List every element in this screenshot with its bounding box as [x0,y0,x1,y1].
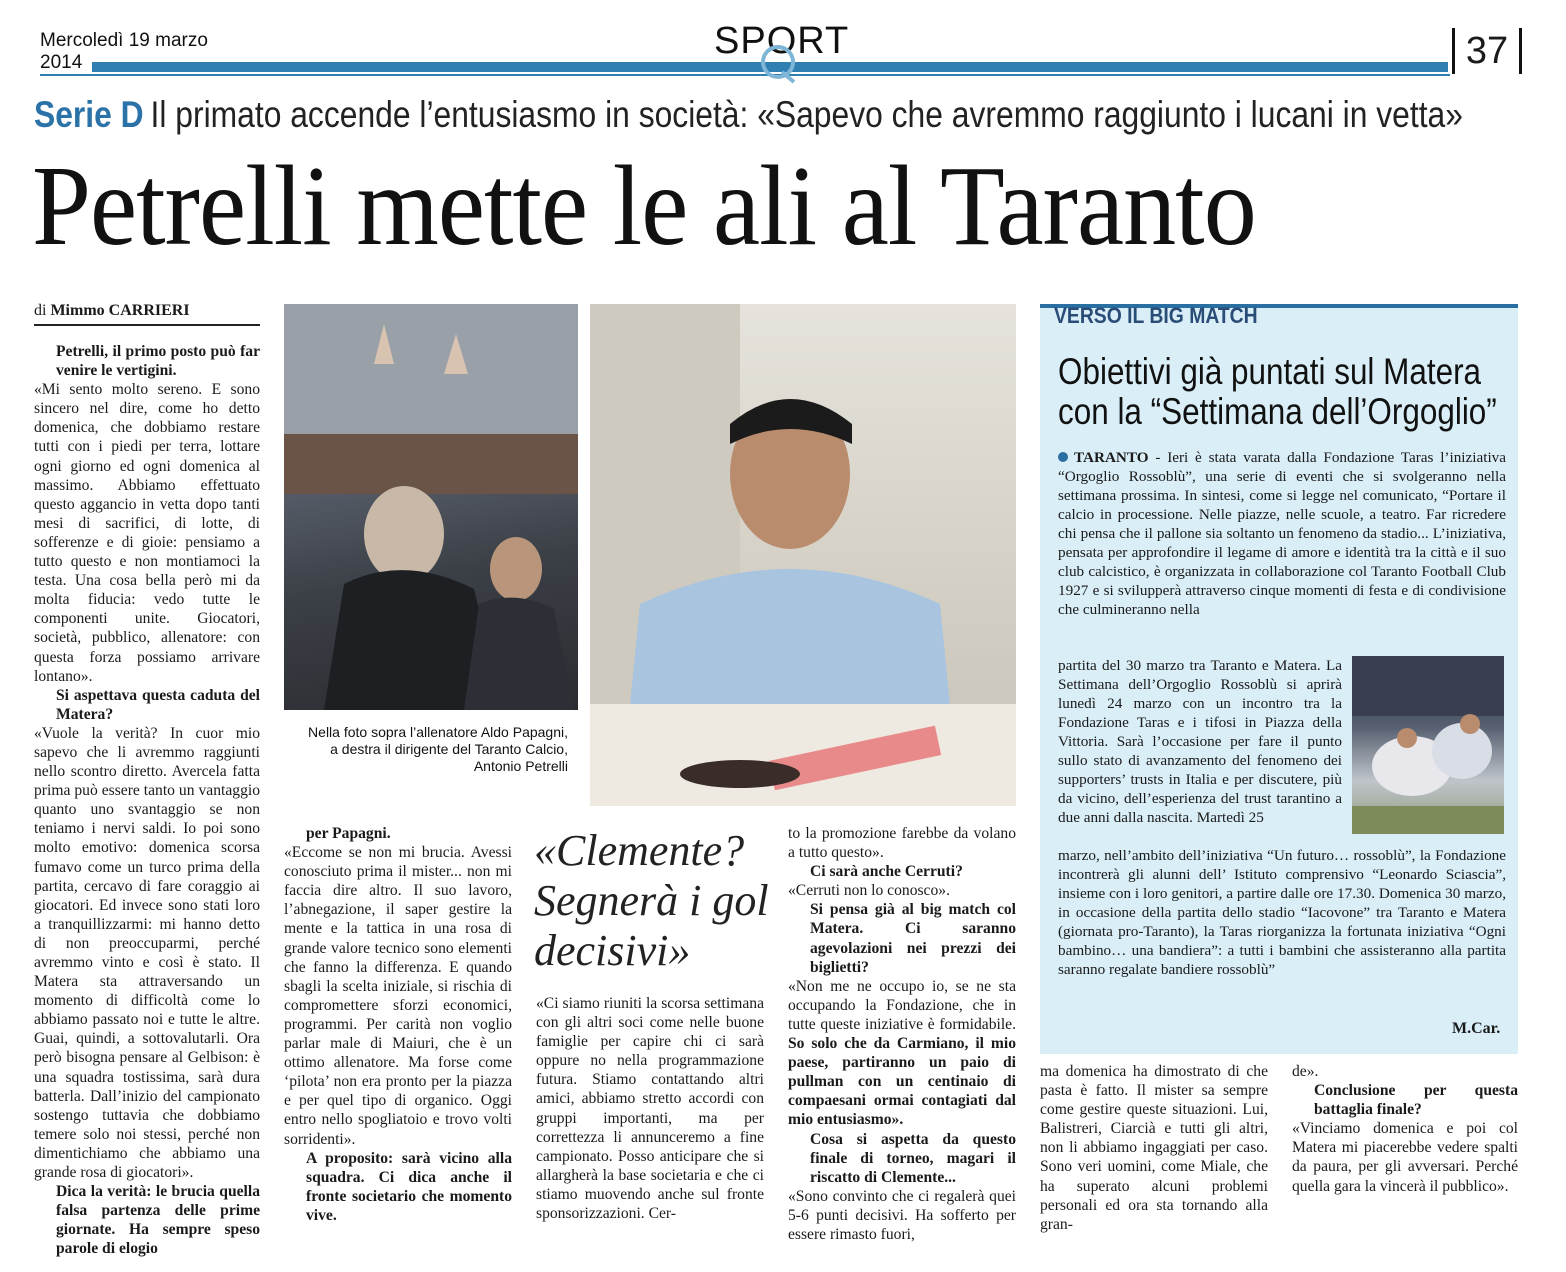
col4-paragraph-4: «Sono convinto che ci regalerà quei 5-6 punti decisivi. Ha sofferto per essere rimasto fuori, [788,1187,1016,1243]
byline-prefix: di [34,302,47,319]
byline-author: Mimmo CARRIERI [50,302,190,319]
bullet-dot-icon [1058,452,1068,462]
col2-paragraph-1: «Eccome se non mi brucia. Avessi conosciuto prima il mister... non mi faccia dire altro. Il suo lavoro, l’abnegazione, il saper gestire la mente e la tattica in una rosa di grande valore tecnico sono elementi che fanno la differenza. E quando sbagli la scelta iniziale, si rischia di compromettere sforzi economici, programmi. Per carità non voglio parlar male di Maiuri, che è un ottimo allenatore. Ma forse come ‘pilota’ non era pronto per la piazza e per quel tipo di organico. Oggi entro nello spogliatoio e trovo volti sorridenti». [284,844,512,1148]
article-column-6 [1292,1062,1518,1196]
sidebar-paragraph-2: partita del 30 marzo tra Taranto e Matera. La Settimana dell’Orgoglio Rossoblù si aprirà lunedì 24 marzo con un incontro tra la Fondazione Taras e i tifosi in Piazza della Vittoria. Sarà l’occasione per fare il punto sullo stato di avanzamento del fenomeno dei supporters’ trusts in Italia e per discutere, più da vicino, dell’esperienza del trust tarantino a due anni dalla nascita. Martedì 25 [1058,657,1342,826]
issue-date-line2: 2014 [40,52,83,73]
col4-paragraph-2: «Cerruti non lo conosco». [788,882,950,900]
col4-question-4: Cosa si aspetta da questo finale di torneo, magari il riscatto di Clemente... [810,1130,1016,1186]
col1-paragraph-1: «Mi sento molto sereno. E sono sincero nel dire, come ho detto domenica, che dobbiamo restare tutti con i piedi per terra, lottare ogni giorno ed ogni domenica al massimo. Abbiamo effettuato questo aggancio in vetta dopo tanti mesi di sacrifici, di lotte, di sofferenze e di gioie: pensiamo a tutto questo e non montiamoci la testa. Una cosa bella però mi da molta fiducia: vedo tutte le componenti unite. Giocatori, società, pubblico, allenatore: con questa forza possiamo arrivare lontano». [34,381,260,685]
col6-paragraph-1: de». [1292,1063,1319,1080]
sidebar-body-2 [1058,656,1342,827]
page-number: 37 [1452,28,1522,74]
sidebar-title: Obiettivi già puntati sul Matera con la “Settimana dell’Orgoglio” [1058,351,1497,432]
photo-petrelli [590,304,1016,806]
photo-caption: Nella foto sopra l’allenatore Aldo Papagni, a destra il dirigente del Taranto Calcio, Antonio Petrelli [308,724,568,774]
headline: Petrelli mette le ali al Taranto [32,142,1256,269]
col4-paragraph-3-text: «Non me ne occupo io, se ne sta occupando la Fondazione, che in tutte queste iniziative è formidabile. [788,977,1016,1033]
issue-date-line1: Mercoledì 19 marzo [40,30,208,51]
sidebar-tag: VERSO IL BIG MATCH [1054,303,1258,328]
sidebar-dateline: TARANTO [1074,449,1149,466]
section-logo-icon [752,44,804,84]
col1-paragraph-2: «Vuole la verità? In cuor mio sapevo che li avremmo raggiunti nello scontro diretto. Avercela fatta prima può essere tanto un vantaggio quanto uno svantaggio se non teniamo i nervi saldi. Io poi sono molto emotivo: domenica scorsa fumavo come un turco prima della partita, cercavo di fare coraggio ai giocatori. Ed invece sono stati loro a tranquillizzarmi: mi hanno detto di non preoccuparmi, perché avremmo vinto e così è stato. Il Matera sta attraversando un momento di difficoltà come lo abbiamo passato noi e tutte le altre. Guai, quindi, a sottovalutarli. Ora però bisogna pensare al Gelbison: è una squadra tostissima, sarà dura batterla. Dall’inizio del campionato sostengo tuttavia che dobbiamo temere solo noi stessi, perché non dimentichiamo che abbiamo una grande rosa di giocatori». [34,724,260,1182]
kicker [34,94,1463,136]
section-title: SPORT [714,20,850,62]
col1-question-3: Dica la verità: le brucia quella falsa partenza delle prime giornate. Ha sempre speso parole di elogio [56,1183,260,1258]
sidebar-paragraph-3: marzo, nell’ambito dell’iniziativa “Un futuro… rossoblù”, la Fondazione incontrerà gli alunni dell’ Istituto comprensivo “Leonardo Sciascia”, insieme con i loro genitori, a partire dalle ore 17.30. Domenica 30 marzo, in occasione della partita dello stadio “Iacovone” tra Taranto e Matera (giornata pro-Taranto), la Taras riorganizza la fortunata iniziativa “Ogni bambino… una bandiera”: a tutti i bambini che assisteranno alla partita saranno regalate bandiere rossoblù” [1058,847,1506,978]
kicker-text: Il primato accende l’entusiasmo in società: «Sapevo che avremmo raggiunto i lucani in vetta» [150,94,1463,135]
petrelli-photo-icon [590,304,1016,806]
article-column-3 [536,994,764,1223]
col4-question-3: Si pensa già al big match col Matera. Ci saranno agevolazioni nei prezzi dei biglietti? [810,901,1016,976]
col4-paragraph-3-bold: So solo che da Carmiano, il mio paese, partiranno un paio di pullman con un centinaio di compaesani ormai contagiati dal mio entusiasmo». [788,1035,1016,1129]
sidebar-photo [1352,656,1504,834]
col6-paragraph-2: «Vinciamo domenica e poi col Matera mi piacerebbe vedere spalti da paura, per gli avversari. Perché quella gara la vincerà il pubblico». [1292,1120,1518,1195]
col5-paragraph-1: ma domenica ha dimostrato di che pasta è fatto. Il mister sa sempre come gestire queste situazioni. Lui, Balistreri, Ciarcià e tutti gli altri, non li abbiamo ingaggiati per caso. Sono veri uomini, come Miale, che ha superato alcuni problemi personali ed ora sta tornando alla gran- [1040,1063,1268,1233]
pull-quote: «Clemente? Segnerà i gol decisivi» [534,826,769,975]
col1-question-2: Si aspettava questa caduta del Matera? [56,686,260,723]
col2-question-cont: per Papagni. [306,825,391,842]
sidebar-body-1 [1058,448,1506,619]
article-column-5 [1040,1062,1268,1234]
kicker-tag: Serie D [34,94,144,135]
coach-photo-icon [284,304,578,710]
col4-question-2: Ci sarà anche Cerruti? [810,863,963,881]
sidebar-signature: M.Car. [1452,1020,1501,1037]
col4-paragraph-3 [788,977,1016,1130]
col2-question-2: A proposito: sarà vicino alla squadra. Ci dica anche il fronte societario che momento vive. [306,1149,512,1224]
byline [34,302,260,326]
photo-coach-papagni [284,304,578,710]
sidebar-body-3 [1058,846,1506,979]
masthead-rule-thin [40,74,1450,76]
sidebar-paragraph-1 [1058,448,1506,619]
article-column-1 [34,342,260,1259]
sidebar-text-1: - Ieri è stata varata dalla Fondazione Taras l’iniziativa “Orgoglio Rossoblù”, una serie di eventi che si svolgeranno nella settimana prossima. In sintesi, come si legge nel comunicato, “Portare il calcio in processione. Nelle piazze, nelle scuole, a teatro. Far ricredere chi pensa che il pallone sia soltanto un fenomeno da stadio... L’iniziativa, pensata per approfondire il legame di amore e identità tra la città e il suo club calcistico, è organizzata in collaborazione col Taranto Football Club 1927 e si svilupperà attraverso cinque momenti di festa e di condivisione che culmineranno nella [1058,449,1506,618]
article-column-2 [284,824,512,1225]
col4-paragraph-1: to la promozione farebbe da volano a tutto questo». [788,825,1016,862]
col6-question-2: Conclusione per questa battaglia finale? [1314,1082,1518,1119]
col1-lead: Petrelli, il primo posto può far venire le vertigini. [56,343,260,380]
players-photo-icon [1352,656,1504,834]
article-column-4 [788,824,1016,1244]
col3-paragraph-1: «Ci siamo riuniti la scorsa settimana con gli altri soci come nelle buone famiglie per capire chi ci sarà oppure no nella programmazione futura. Stiamo contattando altri amici, abbiamo stretto accordi con gruppi importanti, ma per correttezza li annunceremo a fine campionato. Posso anticipare che si allargherà la base societaria e che ci stiamo muovendo anche sul fronte sponsorizzazioni. Cer- [536,995,764,1223]
